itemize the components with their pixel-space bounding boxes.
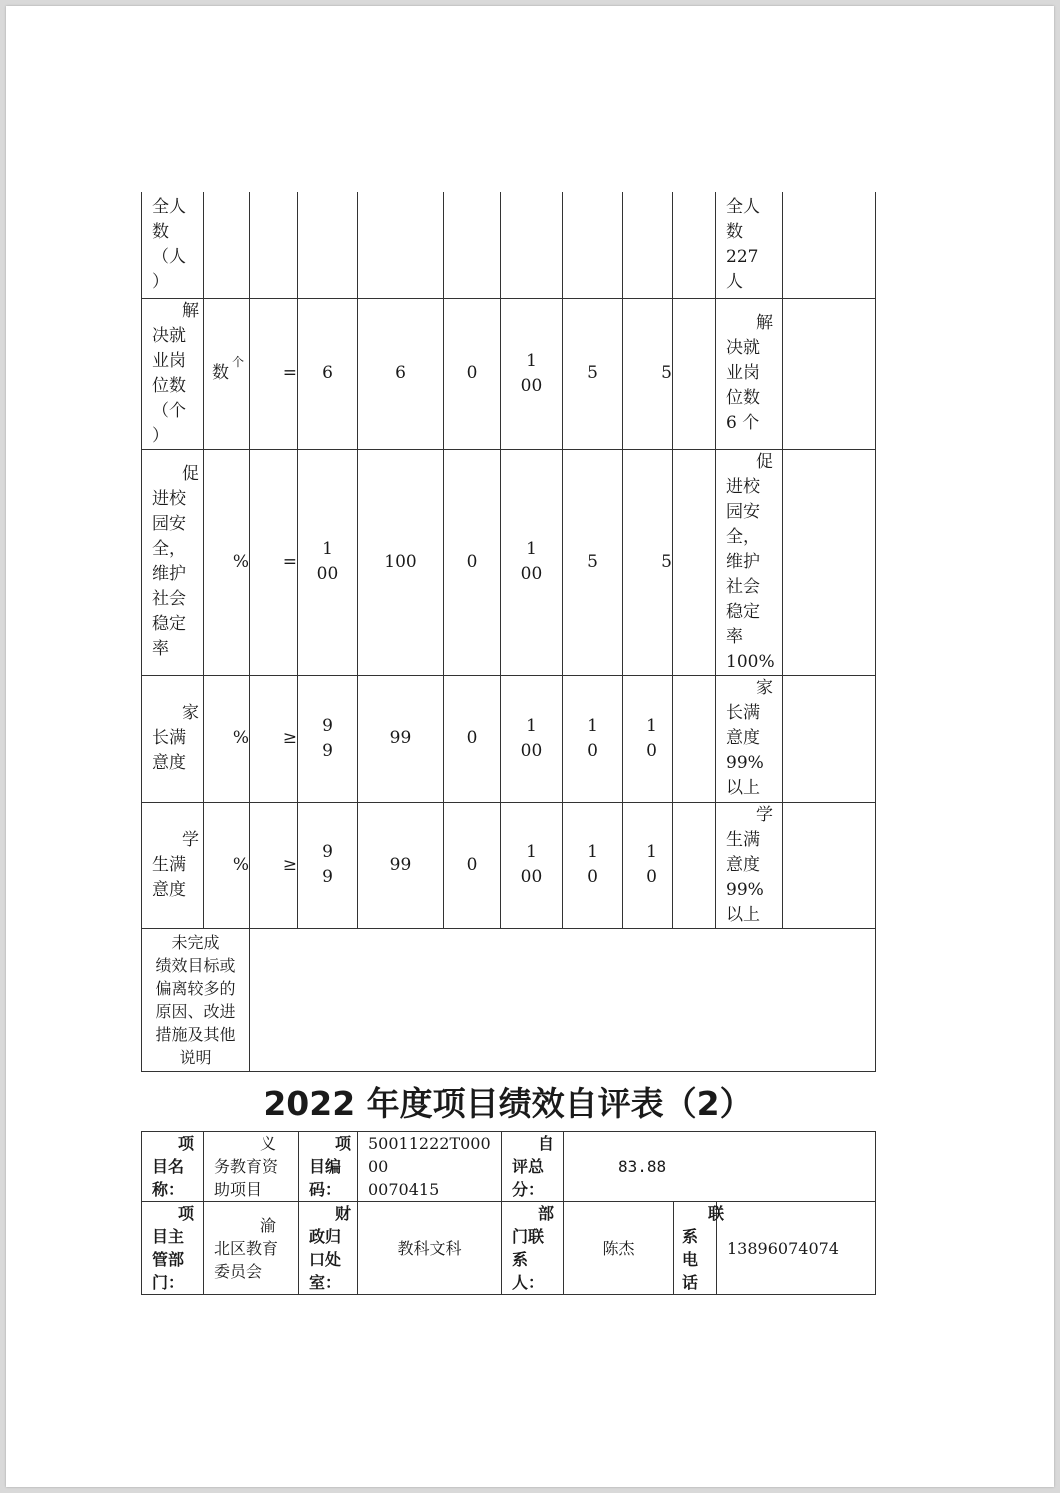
- contact-label: 部 门联 系 人：: [502, 1202, 564, 1295]
- dept-label: 项 目主 管部 门：: [142, 1202, 204, 1295]
- self-score-label: 自 评总 分：: [502, 1132, 564, 1202]
- finance-value: 教科文科: [358, 1202, 502, 1295]
- indicator-rate: 1 00: [501, 449, 563, 675]
- indicator-weight: 1 0: [563, 675, 623, 802]
- indicator-table: [141, 192, 876, 1072]
- contact-value: 陈杰: [564, 1202, 674, 1295]
- table-row: [142, 1202, 876, 1295]
- project-name-label: 项 目名 称：: [142, 1132, 204, 1202]
- table-row: [142, 298, 876, 449]
- project-code-value: 50011222T00000 0070415: [358, 1132, 502, 1202]
- indicator-operator: ≥: [250, 675, 298, 802]
- indicator-rate: 1 00: [501, 675, 563, 802]
- indicator-actual: 99: [358, 802, 444, 928]
- indicator-remark: 家 长满 意度 99% 以上: [716, 675, 783, 802]
- table-row: [142, 675, 876, 802]
- indicator-score: 1 0: [623, 675, 673, 802]
- phone-value: 13896074074: [717, 1202, 876, 1295]
- indicator-operator: ≥: [250, 802, 298, 928]
- indicator-remark: 解 决就 业岗 位数 6 个: [716, 298, 783, 449]
- indicator-actual: 99: [358, 675, 444, 802]
- indicator-operator: =: [250, 449, 298, 675]
- finance-label: 财 政归 口处 室：: [299, 1202, 358, 1295]
- indicator-unit: 数$^个$: [204, 298, 250, 449]
- indicator-actual: 100: [358, 449, 444, 675]
- indicator-weight: 1 0: [563, 802, 623, 928]
- indicator-remark: 全人 数 227 人: [716, 192, 783, 298]
- indicator-target: 1 00: [298, 449, 358, 675]
- indicator-weight: 5: [563, 449, 623, 675]
- page-title: 2022 年度项目绩效自评表（2）: [263, 1084, 753, 1123]
- dept-value: 渝 北区教育 委员会: [204, 1202, 299, 1295]
- table-row: [142, 192, 876, 298]
- indicator-target: 6: [298, 298, 358, 449]
- indicator-unit: %: [204, 675, 250, 802]
- indicator-score: 5: [623, 298, 673, 449]
- indicator-remark: 学 生满 意度 99% 以上: [716, 802, 783, 928]
- indicator-deviation: 0: [444, 298, 501, 449]
- indicator-name: 学 生满 意度: [142, 802, 204, 928]
- indicator-score: 5: [623, 449, 673, 675]
- indicator-weight: 5: [563, 298, 623, 449]
- indicator-deviation: 0: [444, 675, 501, 802]
- indicator-target: 9 9: [298, 802, 358, 928]
- project-info-table: [141, 1131, 876, 1295]
- explanation-value: [250, 928, 876, 1071]
- project-code-label: 项 目编 码：: [299, 1132, 358, 1202]
- indicator-rate: 1 00: [501, 802, 563, 928]
- explanation-label: 未完成 绩效目标或 偏离较多的 原因、改进 措施及其他 说明: [142, 928, 250, 1071]
- indicator-score: 1 0: [623, 802, 673, 928]
- indicator-name: 家 长满 意度: [142, 675, 204, 802]
- self-score-value: 83.88: [564, 1132, 876, 1202]
- indicator-actual: 6: [358, 298, 444, 449]
- indicator-deviation: 0: [444, 802, 501, 928]
- indicator-operator: =: [250, 298, 298, 449]
- indicator-name: 全人 数（人 ）: [142, 192, 204, 298]
- project-name-value: 义 务教育资 助项目: [204, 1132, 299, 1202]
- indicator-unit: %: [204, 449, 250, 675]
- table-row: [142, 802, 876, 928]
- indicator-name: 促 进校 园安 全， 维护 社会 稳定 率: [142, 449, 204, 675]
- phone-label: 联 系 电 话: [674, 1202, 717, 1295]
- indicator-remark: 促 进校 园安 全， 维护 社会 稳定 率 100%: [716, 449, 783, 675]
- indicator-target: 9 9: [298, 675, 358, 802]
- indicator-name: 解 决就 业岗 位数 （个 ）: [142, 298, 204, 449]
- indicator-unit: %: [204, 802, 250, 928]
- table-row: [142, 1132, 876, 1202]
- indicator-deviation: 0: [444, 449, 501, 675]
- indicator-rate: 1 00: [501, 298, 563, 449]
- table-row: [142, 449, 876, 675]
- explanation-row: [142, 928, 876, 1071]
- document-page: [6, 6, 1054, 1487]
